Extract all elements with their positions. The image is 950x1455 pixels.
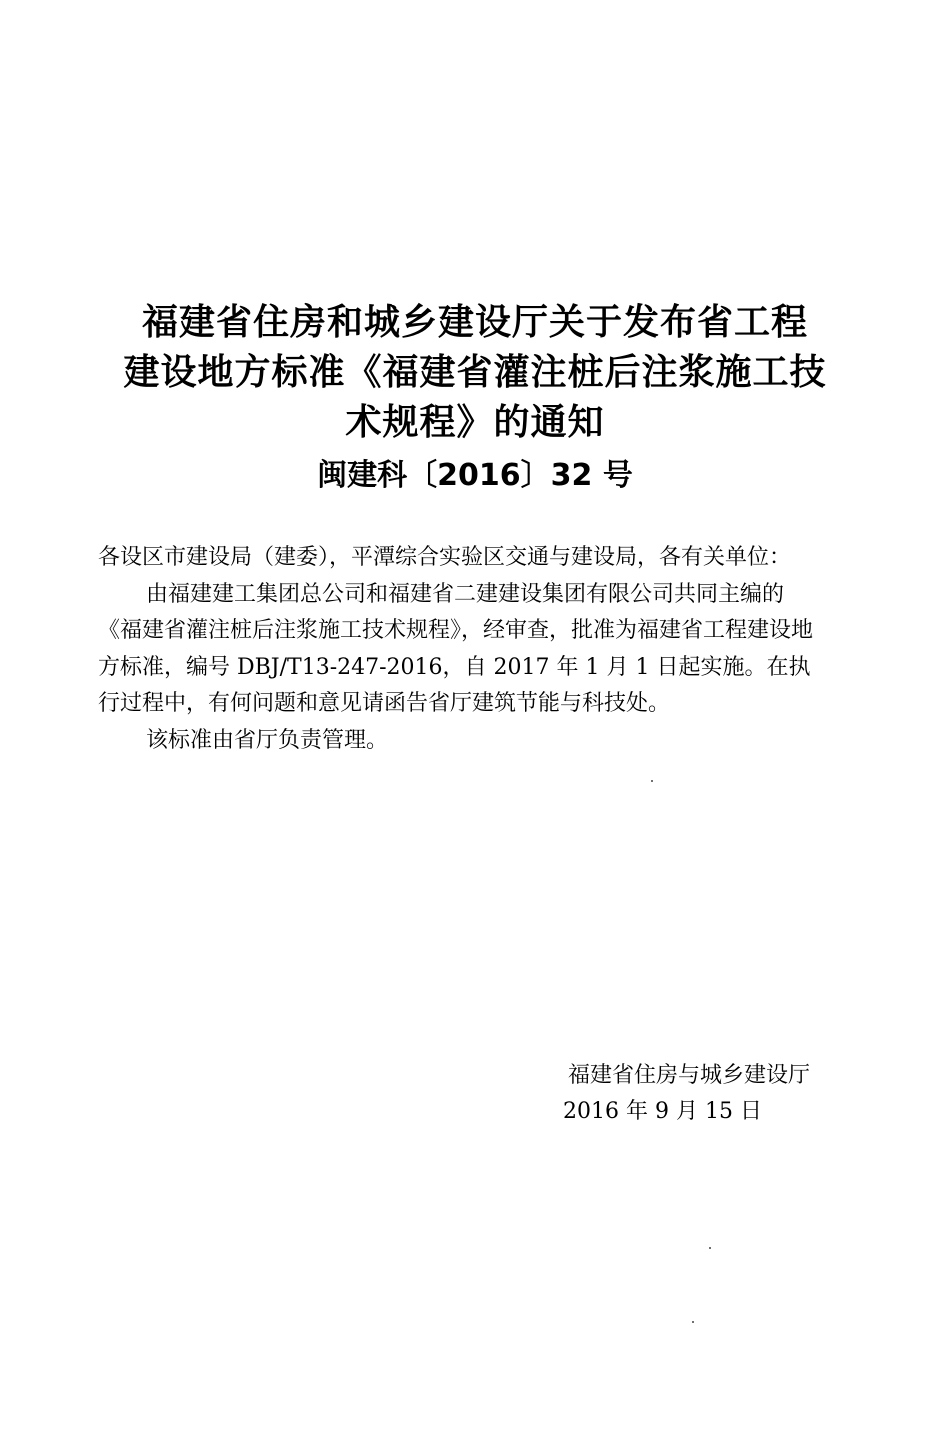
title-line-3: 术规程》的通知 <box>345 402 605 443</box>
notice-body <box>98 540 818 759</box>
body-paragraph-2: 该标准由省厅负责管理。 <box>146 727 389 753</box>
title-line-1: 福建省住房和城乡建设厅关于发布省工程 <box>141 302 808 343</box>
scan-speck <box>709 1247 711 1249</box>
addressee: 各设区市建设局（建委），平潭综合实验区交通与建设局，各有关单位： <box>98 545 792 570</box>
scan-speck <box>651 780 653 782</box>
issuing-organization: 福建省住房与城乡建设厅 <box>567 1063 810 1088</box>
document-number: 闽建科〔2016〕32 号 <box>317 458 633 493</box>
issue-date: 2016 年 9 月 15 日 <box>563 1099 762 1124</box>
notice-title <box>0 298 950 498</box>
signature-block <box>500 1058 810 1130</box>
scan-speck <box>692 1321 694 1323</box>
title-line-2: 建设地方标准《福建省灌注桩后注浆施工技 <box>123 352 827 393</box>
body-paragraph-1: 由福建建工集团总公司和福建省二建建设集团有限公司共同主编的《福建省灌注桩后注浆施工技术规程》，经审查，批准为福建省工程建设地方标准，编号 DBJ/T13-247-2016，自 2017 年 1 月 1 日起实施。在执行过程中，有何问题和意见请函告省厅建筑节能与科技处。 <box>98 581 814 716</box>
